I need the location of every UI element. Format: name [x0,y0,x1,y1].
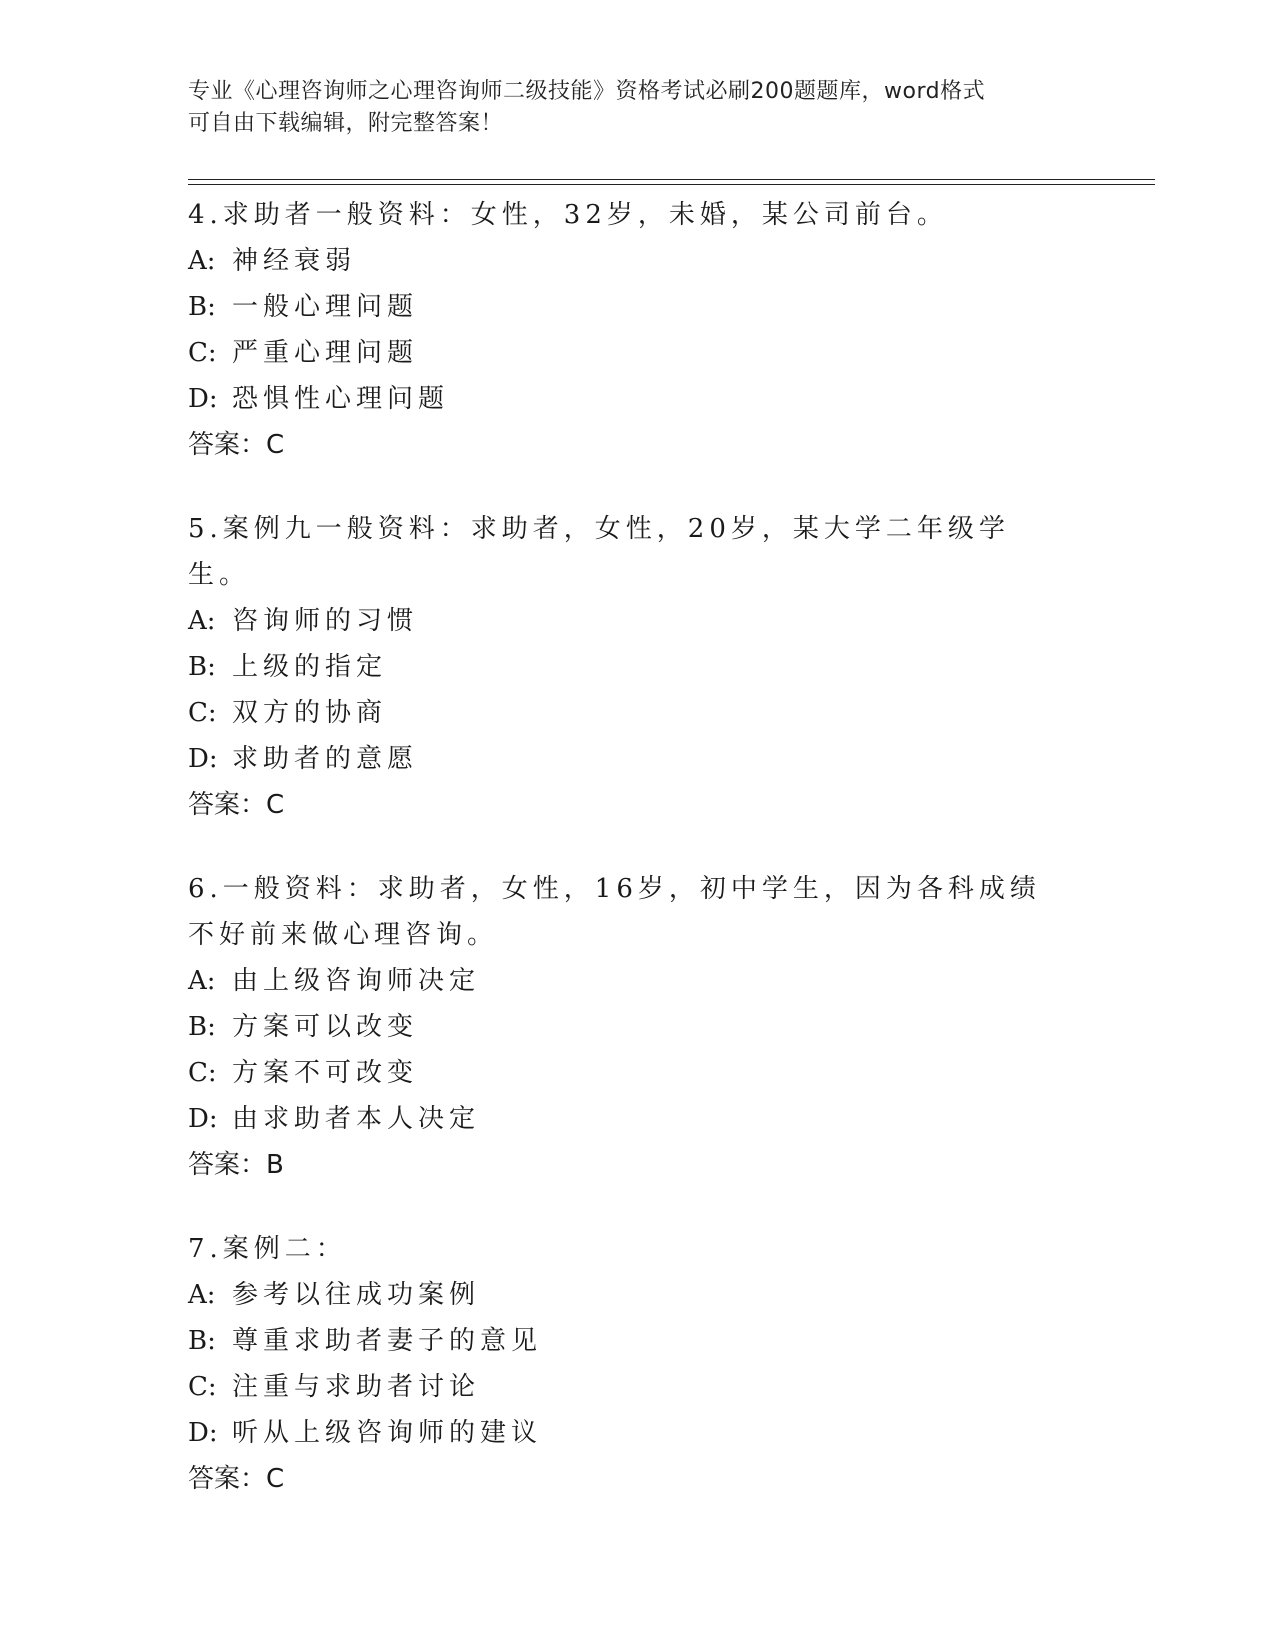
option-key: A: [188,1280,216,1310]
option-b [188,284,1148,330]
option-c [188,330,1148,376]
option-text: 由上级咨询师决定 [232,966,481,996]
header-divider-top [188,179,1155,180]
answer-line: 答案：C [188,1464,285,1494]
option-text: 方案不可改变 [232,1058,419,1088]
option-text: 恐惧性心理问题 [232,384,450,414]
option-d [188,1410,1148,1456]
option-key: B: [188,1326,216,1356]
option-key: A: [188,606,216,636]
option-key: C: [188,698,217,728]
question-stem: 7.案例二： [188,1234,347,1264]
option-c [188,1364,1148,1410]
option-a [188,238,1148,284]
option-d [188,1096,1148,1142]
option-key: D: [188,1104,218,1134]
option-b [188,1004,1148,1050]
question-list [188,192,1148,1540]
option-d [188,736,1148,782]
option-text: 严重心理问题 [232,338,419,368]
option-a [188,958,1148,1004]
question-5 [188,506,1148,828]
question-stem: 5.案例九一般资料：求助者，女性，20岁，某大学二年级学生。 [188,514,1010,590]
option-key: C: [188,1058,217,1088]
option-key: C: [188,1372,217,1402]
option-c [188,1050,1148,1096]
option-text: 上级的指定 [232,652,388,682]
option-b [188,644,1148,690]
option-text: 咨询师的习惯 [232,606,419,636]
header-divider-bottom [188,184,1155,185]
option-text: 尊重求助者妻子的意见 [232,1326,543,1356]
option-text: 神经衰弱 [232,246,357,276]
option-a [188,1272,1148,1318]
option-key: A: [188,246,216,276]
option-key: D: [188,384,218,414]
answer-line: 答案：C [188,790,285,820]
option-key: D: [188,744,218,774]
option-text: 双方的协商 [232,698,388,728]
option-b [188,1318,1148,1364]
question-6 [188,866,1148,1188]
option-key: D: [188,1418,218,1448]
option-key: C: [188,338,217,368]
option-key: B: [188,292,216,322]
option-c [188,690,1148,736]
option-key: A: [188,966,216,996]
header-line-1: 专业《心理咨询师之心理咨询师二级技能》资格考试必刷200题题库，word格式 [188,79,986,104]
question-4 [188,192,1148,468]
document-header [188,76,1088,140]
header-line-2: 可自由下载编辑，附完整答案！ [188,111,504,136]
answer-line: 答案：B [188,1150,284,1180]
question-7 [188,1226,1148,1502]
option-d [188,376,1148,422]
option-text: 方案可以改变 [232,1012,419,1042]
question-stem: 6.一般资料：求助者，女性，16岁，初中学生，因为各科成绩不好前来做心理咨询。 [188,874,1041,950]
question-stem: 4.求助者一般资料：女性，32岁，未婚，某公司前台。 [188,200,948,230]
option-text: 注重与求助者讨论 [232,1372,481,1402]
option-text: 一般心理问题 [232,292,419,322]
option-text: 听从上级咨询师的建议 [232,1418,543,1448]
option-text: 参考以往成功案例 [232,1280,481,1310]
option-key: B: [188,1012,216,1042]
option-key: B: [188,652,216,682]
option-text: 求助者的意愿 [232,744,419,774]
option-a [188,598,1148,644]
answer-line: 答案：C [188,430,285,460]
option-text: 由求助者本人决定 [232,1104,481,1134]
